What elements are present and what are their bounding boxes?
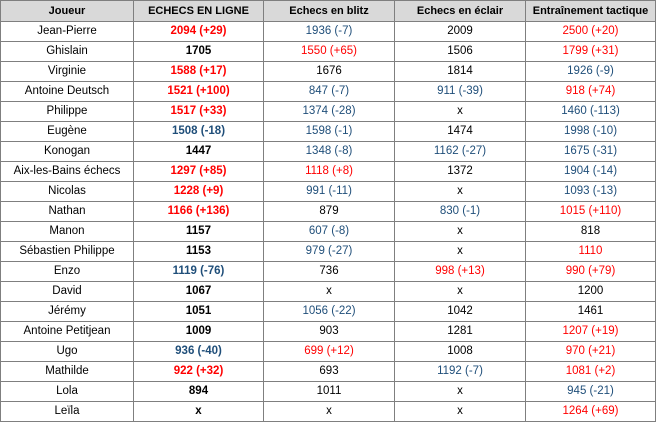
cell-eclair: x <box>395 382 526 402</box>
cell-player-name: Aix-les-Bains échecs <box>1 162 134 182</box>
table-row <box>1 82 656 102</box>
cell-online: 2094 (+29) <box>134 22 264 42</box>
cell-tactic: 1264 (+69) <box>526 402 656 422</box>
cell-tactic: 918 (+74) <box>526 82 656 102</box>
header-online: ECHECS EN LIGNE <box>134 1 264 22</box>
table-row <box>1 282 656 302</box>
cell-online: 1447 <box>134 142 264 162</box>
cell-player-name: Leïla <box>1 402 134 422</box>
cell-online: 922 (+32) <box>134 362 264 382</box>
cell-player-name: Nathan <box>1 202 134 222</box>
cell-online: 1119 (-76) <box>134 262 264 282</box>
cell-eclair: 1042 <box>395 302 526 322</box>
cell-player-name: Jean-Pierre <box>1 22 134 42</box>
cell-tactic: 2500 (+20) <box>526 22 656 42</box>
cell-player-name: Ghislain <box>1 42 134 62</box>
table-row <box>1 382 656 402</box>
table-row <box>1 42 656 62</box>
cell-tactic: 1081 (+2) <box>526 362 656 382</box>
header-row <box>1 1 656 22</box>
cell-tactic: 818 <box>526 222 656 242</box>
cell-online: 1705 <box>134 42 264 62</box>
cell-online: 1588 (+17) <box>134 62 264 82</box>
cell-eclair: x <box>395 222 526 242</box>
cell-tactic: 1799 (+31) <box>526 42 656 62</box>
table-row <box>1 342 656 362</box>
table-row <box>1 322 656 342</box>
cell-player-name: Ugo <box>1 342 134 362</box>
cell-blitz: 1598 (-1) <box>264 122 395 142</box>
cell-eclair: 911 (-39) <box>395 82 526 102</box>
cell-eclair: 830 (-1) <box>395 202 526 222</box>
cell-online: 1297 (+85) <box>134 162 264 182</box>
cell-tactic: 990 (+79) <box>526 262 656 282</box>
cell-blitz: 1374 (-28) <box>264 102 395 122</box>
cell-eclair: 1372 <box>395 162 526 182</box>
cell-blitz: 607 (-8) <box>264 222 395 242</box>
header-tactic: Entraînement tactique <box>526 1 656 22</box>
cell-blitz: 1550 (+65) <box>264 42 395 62</box>
cell-blitz: 879 <box>264 202 395 222</box>
cell-blitz: x <box>264 402 395 422</box>
cell-blitz: x <box>264 282 395 302</box>
cell-tactic: 1461 <box>526 302 656 322</box>
table-body <box>1 22 656 422</box>
table-row <box>1 182 656 202</box>
header-eclair: Echecs en éclair <box>395 1 526 22</box>
cell-eclair: 1474 <box>395 122 526 142</box>
cell-blitz: 693 <box>264 362 395 382</box>
header-player: Joueur <box>1 1 134 22</box>
cell-tactic: 1926 (-9) <box>526 62 656 82</box>
cell-blitz: 1676 <box>264 62 395 82</box>
cell-online: 1067 <box>134 282 264 302</box>
cell-online: 1153 <box>134 242 264 262</box>
cell-tactic: 1093 (-13) <box>526 182 656 202</box>
cell-blitz: 991 (-11) <box>264 182 395 202</box>
cell-online: x <box>134 402 264 422</box>
cell-online: 1009 <box>134 322 264 342</box>
table-row <box>1 202 656 222</box>
table-row <box>1 142 656 162</box>
cell-online: 1051 <box>134 302 264 322</box>
cell-blitz: 979 (-27) <box>264 242 395 262</box>
cell-tactic: 1207 (+19) <box>526 322 656 342</box>
cell-tactic: 1015 (+110) <box>526 202 656 222</box>
cell-eclair: 1814 <box>395 62 526 82</box>
table-row <box>1 122 656 142</box>
cell-eclair: 2009 <box>395 22 526 42</box>
cell-online: 1228 (+9) <box>134 182 264 202</box>
cell-eclair: 1162 (-27) <box>395 142 526 162</box>
cell-player-name: Jérémy <box>1 302 134 322</box>
cell-blitz: 699 (+12) <box>264 342 395 362</box>
cell-blitz: 1056 (-22) <box>264 302 395 322</box>
cell-eclair: x <box>395 282 526 302</box>
cell-online: 1517 (+33) <box>134 102 264 122</box>
cell-player-name: Enzo <box>1 262 134 282</box>
table-row <box>1 262 656 282</box>
cell-tactic: 1460 (-113) <box>526 102 656 122</box>
cell-eclair: x <box>395 402 526 422</box>
cell-player-name: Konogan <box>1 142 134 162</box>
cell-eclair: x <box>395 102 526 122</box>
cell-tactic: 1675 (-31) <box>526 142 656 162</box>
cell-tactic: 1904 (-14) <box>526 162 656 182</box>
cell-blitz: 903 <box>264 322 395 342</box>
cell-blitz: 847 (-7) <box>264 82 395 102</box>
table-row <box>1 402 656 422</box>
table-row <box>1 302 656 322</box>
cell-player-name: Antoine Deutsch <box>1 82 134 102</box>
cell-eclair: 1008 <box>395 342 526 362</box>
cell-player-name: David <box>1 282 134 302</box>
table-row <box>1 362 656 382</box>
cell-player-name: Nicolas <box>1 182 134 202</box>
cell-player-name: Philippe <box>1 102 134 122</box>
cell-player-name: Mathilde <box>1 362 134 382</box>
table-row <box>1 62 656 82</box>
cell-player-name: Manon <box>1 222 134 242</box>
cell-eclair: 1192 (-7) <box>395 362 526 382</box>
cell-online: 1157 <box>134 222 264 242</box>
cell-player-name: Virginie <box>1 62 134 82</box>
table-row <box>1 162 656 182</box>
cell-eclair: 1506 <box>395 42 526 62</box>
cell-eclair: x <box>395 182 526 202</box>
cell-eclair: 998 (+13) <box>395 262 526 282</box>
cell-blitz: 1936 (-7) <box>264 22 395 42</box>
cell-online: 1166 (+136) <box>134 202 264 222</box>
cell-online: 1508 (-18) <box>134 122 264 142</box>
table-row <box>1 22 656 42</box>
header-blitz: Echecs en blitz <box>264 1 395 22</box>
cell-blitz: 1348 (-8) <box>264 142 395 162</box>
cell-player-name: Lola <box>1 382 134 402</box>
cell-eclair: 1281 <box>395 322 526 342</box>
cell-blitz: 1118 (+8) <box>264 162 395 182</box>
cell-blitz: 736 <box>264 262 395 282</box>
cell-online: 936 (-40) <box>134 342 264 362</box>
cell-online: 894 <box>134 382 264 402</box>
cell-player-name: Sébastien Philippe <box>1 242 134 262</box>
cell-player-name: Eugène <box>1 122 134 142</box>
cell-online: 1521 (+100) <box>134 82 264 102</box>
table-row <box>1 242 656 262</box>
cell-tactic: 1998 (-10) <box>526 122 656 142</box>
cell-tactic: 1200 <box>526 282 656 302</box>
cell-blitz: 1011 <box>264 382 395 402</box>
cell-eclair: x <box>395 242 526 262</box>
table-row <box>1 102 656 122</box>
cell-player-name: Antoine Petitjean <box>1 322 134 342</box>
cell-tactic: 970 (+21) <box>526 342 656 362</box>
cell-tactic: 945 (-21) <box>526 382 656 402</box>
table-row <box>1 222 656 242</box>
cell-tactic: 1110 <box>526 242 656 262</box>
